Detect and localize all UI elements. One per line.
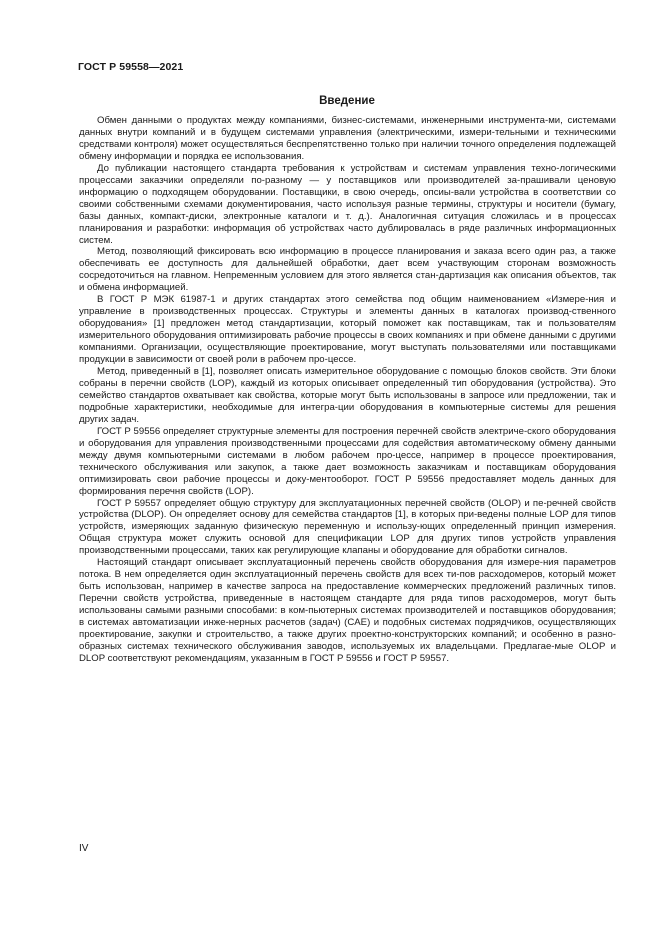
section-title: Введение	[319, 95, 375, 107]
paragraph-7: ГОСТ Р 59557 определяет общую структуру для эксплуатационных перечней свойств (OLOP) и пе-речней свойств устройства (DLOP). Он определяет основу для семейства стандартов [1], в которых при-ведены полные LOP для типов устройств, измеряющих заданную физическую переменную и использу-ющих определенный принцип измерения. Общая структура может служить основой для спецификации LOP для других типов устройств управления производственными процессами, таких как регулирующие клапаны и оборудование для обработки сигналов.	[79, 497, 616, 557]
paragraph-2: До публикации настоящего стандарта требования к устройствам и системам управления техно-логическими процессами заказчики определяли по-разному — у поставщиков или производителей за-прашивали ценовую информацию о подходящем оборудовании. Поставщики, в свою очередь, опсиы-вали устройства в соответствии со своими собственными схемами документирования, часто используя разные термины, структуры и носители (бумагу, базы данных, компакт-диски, электронные каталоги и т. д.). Аналогичная ситуация сложилась и в процессах планирования и разработки: информация об устройствах часто дублировалась в ряде различных информационных систем.	[79, 162, 616, 246]
paragraph-4: В ГОСТ Р МЭК 61987-1 и других стандартах этого семейства под общим наименованием «Измере-ния и управление в производственных процессах. Структуры и элементы данных в каталогах производ-ственного оборудования» [1] предложен метод стандартизации, который поможет как поставщикам, так и пользователям измерительного оборудования оптимизировать рабочие процессы в своих компаниях и при обмене данными с другими компаниями. Организации, осуществляющие проектирование, могут выступать пользователями или поставщиками продукции в зависимости от своей роли в рабочем про-цессе.	[79, 294, 616, 366]
document-header: ГОСТ Р 59558—2021	[78, 61, 184, 73]
page-number: IV	[79, 843, 89, 854]
paragraph-5: Метод, приведенный в [1], позволяет описать измерительное оборудование с помощью блоков свойств. Эти блоки собраны в перечни свойств (LOP), каждый из которых описывает определенный тип оборудования (устройства). Это семейство стандартов охватывает как свойства, которые могут быть использованы в запросе или предложении, так и подробные характеристики, необходимые для интегра-ции оборудования в компьютерные системы для решения других задач.	[79, 366, 616, 425]
paragraph-8: Настоящий стандарт описывает эксплуатационный перечень свойств оборудования для измере-ния параметров потока. В нем определяется один эксплуатационный перечень свойств для всех ти-пов расходомеров, который может быть использован, например в качестве запроса на предоставление коммерческих предложений различных типов. Перечни свойств устройства, приведенные в настоящем стандарте для ряда типов расходомеров, могут быть использованы самыми разными способами: в ком-пьютерных системах производителей и поставщиков оборудования; в системах автоматизации инже-нерных расчетов (задач) (CAE) и подобных системах подрядчиков, осуществляющих проектирование, закупки и строительство, а также других проектно-конструкторских компаний; и особенно в разно-образных системах технического обслуживания заводов, используемых их владельцами. Предлагае-мые OLOP и DLOP соответствуют рекомендациям, указанным в ГОСТ Р 59556 и ГОСТ Р 59557.	[79, 557, 616, 664]
paragraph-6: ГОСТ Р 59556 определяет структурные элементы для построения перечней свойств электриче-ского оборудования и оборудования для управления производственными процессами для содействия автоматическому обмену данными между двумя компьютерными системами в любом рабочем про-цессе, например в процессе проектирования, технического обслуживания или закупок, а также дает возможность заказчикам и поставщикам оборудования оптимизировать свои рабочие процессы и доку-ментооборот. ГОСТ Р 59556 предоставляет модель данных для формирования перечня свойств (LOP).	[79, 425, 616, 497]
paragraph-3: Метод, позволяющий фиксировать всю информацию в процессе планирования и заказа всего один раз, а также обеспечивать ее доступность для дальнейшей обработки, дает всем участвующим сторонам возможность сосредоточиться на главном. Непременным условием для этого является стан-дартизация как описания объектов, так и обмена информацией.	[79, 246, 616, 294]
body-text	[79, 115, 616, 665]
paragraph-1: Обмен данными о продуктах между компаниями, бизнес-системами, инженерными инструмента-ми, системами данных внутри компаний и в будущем системами управления (электрическими, измери-тельными и техническими средствами контроля) может осуществляться беспрепятственно только при наличии точного определения подлежащей обмену информации и порядка ее использования.	[79, 115, 616, 162]
